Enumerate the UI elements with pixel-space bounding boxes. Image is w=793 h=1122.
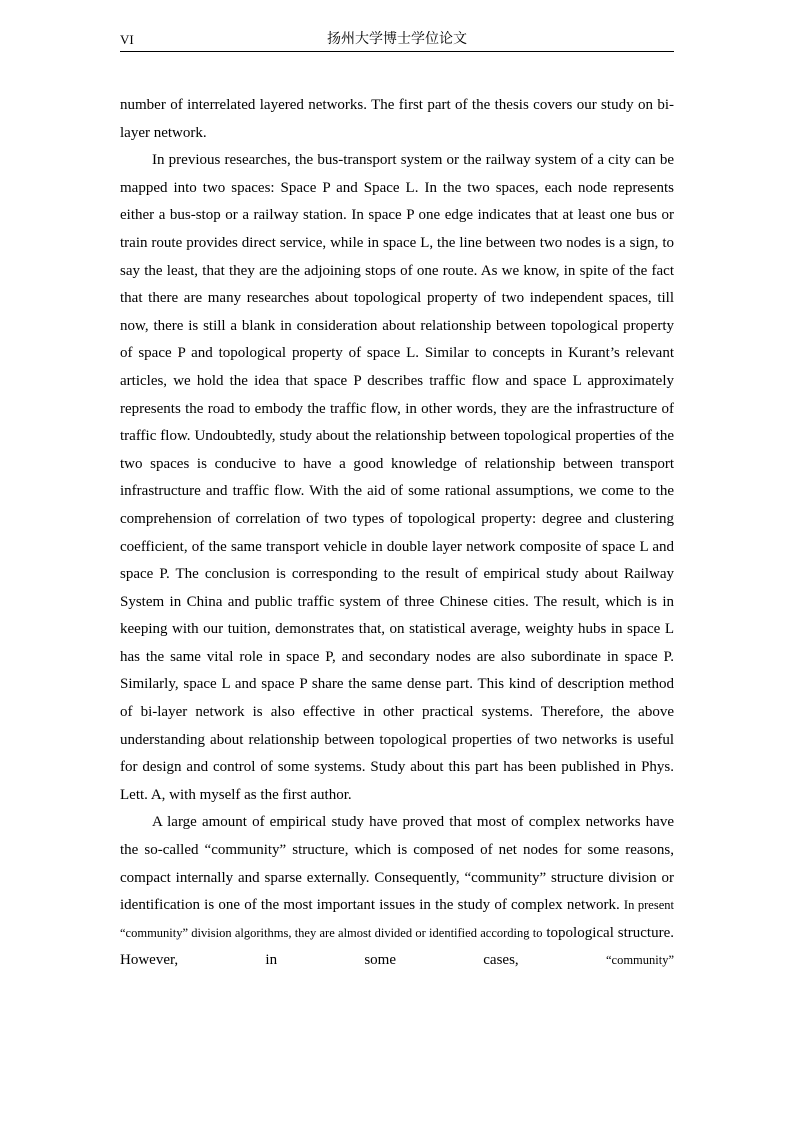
body-text — [120, 92, 674, 975]
running-title: 扬州大学博士学位论文 — [327, 31, 467, 47]
paragraph — [120, 809, 674, 975]
paragraph-text-small: In present “community” division algorithms, they are almost divided or identified according to — [120, 898, 674, 940]
paragraph-text-small: “community” — [605, 953, 675, 968]
paragraph: number of interrelated layered networks. The first part of the thesis covers our study on bi-layer network. — [120, 97, 674, 141]
page-header — [120, 30, 674, 52]
paragraph-text: topological structure. However, in some cases, — [120, 924, 674, 969]
page-number: VI — [120, 32, 134, 47]
paragraph-text: A large amount of empirical study have proved that most of complex networks have the so-called “community” structure, which is composed of net nodes for some reasons, compact internally and sparse externally. Consequently, “community” structure division or identification is one of the most important issues in the study of complex network. — [120, 814, 674, 914]
paragraph: In previous researches, the bus-transport system or the railway system of a city can be mapped into two spaces: Space P and Space L. In the two spaces, each node represents either a bus-stop or a railway station. In space P one edge indicates that at least one bus or train route provides direct service, while in space L, the line between two nodes is a sign, to say the least, that they are the adjoining stops of one route. As we know, in spite of the fact that there are many researches about topological property of two independent spaces, till now, there is still a blank in consideration about relationship between topological property of space P and topological property of space L. Similar to concepts in Kurant’s relevant articles, we hold the idea that space P describes traffic flow and space L approximately represents the road to embody the traffic flow, in other words, they are the infrastructure of traffic flow. Undoubtedly, study about the relationship between topological properties of the two spaces is conducive to have a good knowledge of relationship between transport infrastructure and traffic flow. With the aid of some rational assumptions, we come to the comprehension of correlation of two types of topological property: degree and clustering coefficient, of the same transport vehicle in double layer network composite of space L and space P. The conclusion is corresponding to the result of empirical study about Railway System in China and public traffic system of three Chinese cities. The result, which is in keeping with our tuition, demonstrates that, on statistical average, weighty hubs in space L has the same vital role in space P, and secondary nodes are also subordinate in space P. Similarly, space L and space P share the same dense part. This kind of description method of bi-layer network is also effective in other practical systems. Therefore, the above understanding about relationship between topological properties of two networks is useful for design and control of some systems. Study about this part has been published in Phys. Lett. A, with myself as the first author. — [120, 152, 674, 803]
